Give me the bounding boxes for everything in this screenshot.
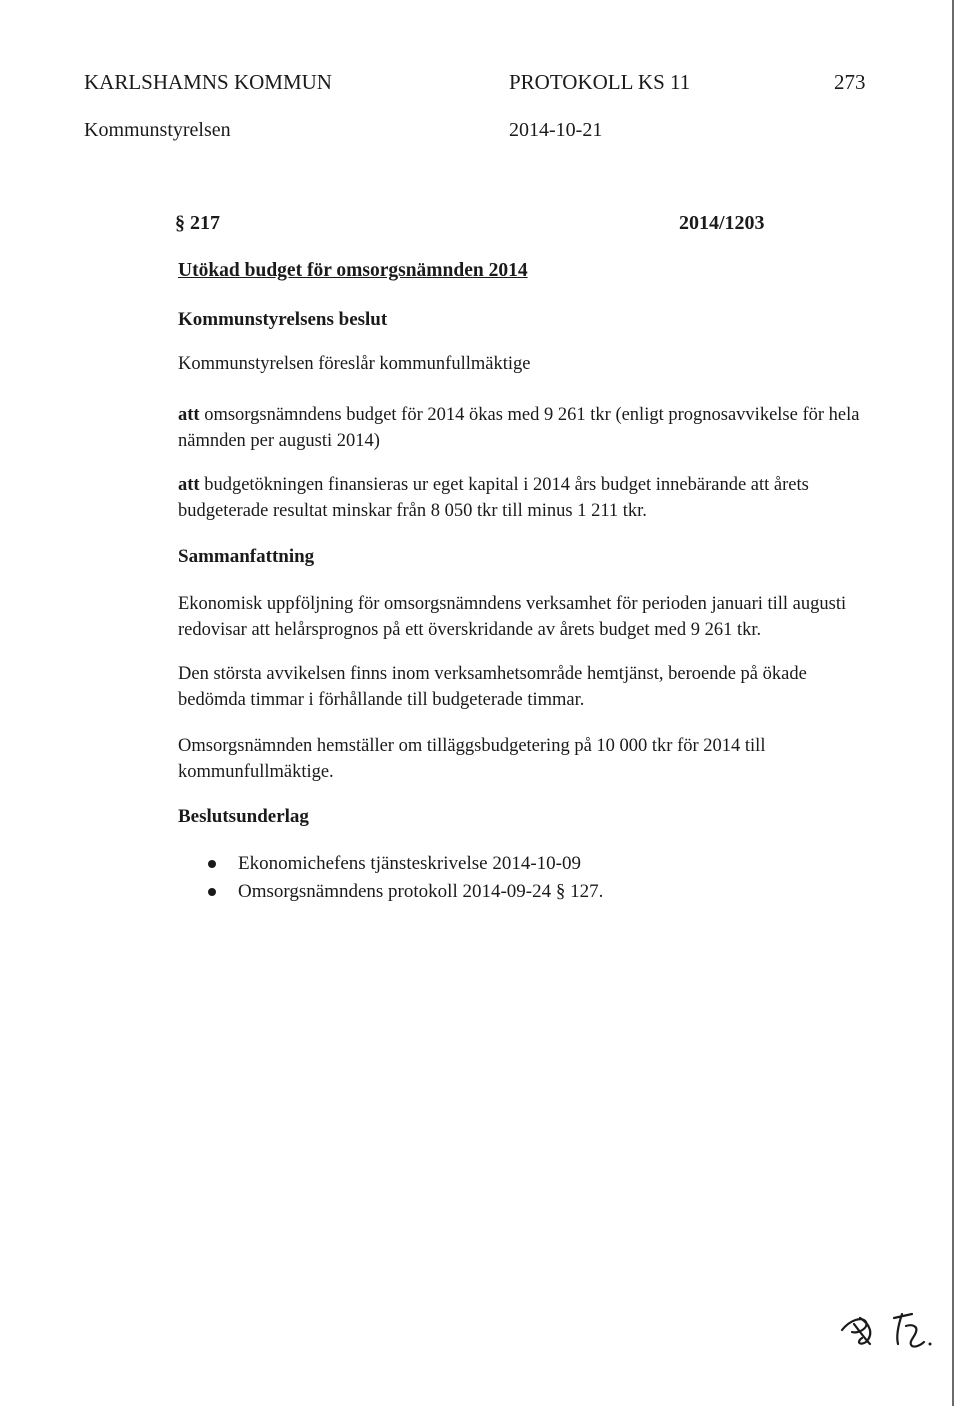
basis-list: [208, 850, 603, 906]
page-number: 273: [834, 70, 866, 94]
clause-text: budgetökningen finansieras ur eget kapital i 2014 års budget innebärande att årets budgeterade resultat minskar från 8 050 tkr till minus 1 211 tkr.: [178, 475, 809, 521]
committee-name: Kommunstyrelsen: [84, 119, 231, 141]
protocol-label: PROTOKOLL KS 11: [509, 70, 691, 94]
summary-text: Omsorgsnämnden hemställer om tilläggsbudgetering på 10 000 tkr för 2014 till kommunfullmäktige.: [178, 736, 766, 782]
list-item: Omsorgsnämndens protokoll 2014-09-24 § 127.: [208, 878, 603, 906]
meeting-date: 2014-10-21: [509, 119, 603, 141]
basis-heading: Beslutsunderlag: [178, 806, 309, 827]
clause-lead: att: [178, 475, 200, 495]
decision-clause-1: [178, 402, 868, 454]
decision-heading: Kommunstyrelsens beslut: [178, 309, 388, 330]
item-number-value: 217: [190, 212, 220, 234]
bullet-icon: [208, 860, 216, 868]
handwritten-initials: [836, 1300, 940, 1356]
item-number: [175, 212, 220, 235]
section-symbol: §: [175, 212, 185, 234]
decision-clause-2: [178, 472, 868, 524]
summary-text: Ekonomisk uppföljning för omsorgsnämndens verksamhet för perioden januari till augusti redovisar att helårsprognos på ett överskridande av årets budget med 9 261 tkr.: [178, 594, 847, 640]
summary-paragraph-3: [178, 733, 868, 785]
municipality-name: KARLSHAMNS KOMMUN: [84, 70, 332, 94]
clause-lead: att: [178, 405, 200, 425]
bullet-icon: [208, 888, 216, 896]
decision-intro: Kommunstyrelsen föreslår kommunfullmäktige: [178, 354, 531, 374]
summary-text: Den största avvikelsen finns inom verksamhetsområde hemtjänst, beroende på ökade bedömda timmar i förhållande till budgeterade timmar.: [178, 664, 807, 710]
item-title: Utökad budget för omsorgsnämnden 2014: [178, 260, 528, 281]
list-item: Ekonomichefens tjänsteskrivelse 2014-10-09: [208, 850, 603, 878]
page-edge-line: [952, 0, 954, 1406]
summary-paragraph-2: [178, 661, 868, 713]
summary-heading: Sammanfattning: [178, 546, 315, 567]
summary-paragraph-1: [178, 591, 868, 643]
case-number: 2014/1203: [679, 212, 765, 234]
clause-text: omsorgsnämndens budget för 2014 ökas med 9 261 tkr (enligt prognosavvikelse för hela nämnden per augusti 2014): [178, 405, 860, 451]
